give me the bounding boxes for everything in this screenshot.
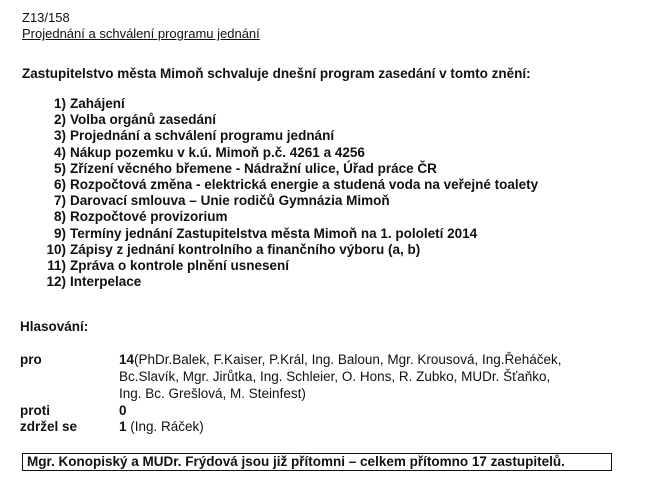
agenda-list — [22, 96, 538, 290]
agenda-item — [22, 258, 538, 274]
agenda-item-text: Projednání a schválení programu jednání — [70, 128, 335, 144]
agenda-item-number: 2) — [53, 112, 66, 128]
agenda-item-text: Interpelace — [70, 274, 142, 290]
agenda-item-text: Zápisy z jednání kontrolního a finančního výboru (a, b) — [70, 241, 421, 257]
agenda-item-number: 10) — [46, 241, 66, 257]
agenda-item-text: Darovací smlouva – Unie rodičů Gymnázia Mimoň — [70, 193, 390, 209]
agenda-item — [22, 128, 538, 144]
vote-pro-names-3: Ing. Bc. Grešlová, M. Steinfest) — [119, 386, 306, 401]
agenda-item — [22, 177, 538, 193]
attendance-notice: Mgr. Konopiský a MUDr. Frýdová jsou již přítomni – celkem přítomno 17 zastupitelů. — [22, 453, 612, 471]
agenda-item-number: 5) — [53, 160, 66, 176]
document-subject: Projednání a schválení programu jednání — [22, 26, 260, 41]
agenda-item — [22, 193, 538, 209]
agenda-item-text: Volba orgánů zasedání — [70, 112, 217, 128]
vote-pro-names-2: Bc.Slavík, Mgr. Jirůtka, Ing. Schleier, O. Hons, R. Zubko, MUDr. Šťaňko, — [119, 369, 551, 384]
resolution-intro: Zastupitelstvo města Mimoň schvaluje dnešní program zasedání v tomto znění: — [22, 66, 531, 81]
vote-zdrzel-line — [119, 419, 204, 434]
agenda-item-number: 1) — [53, 96, 66, 111]
agenda-item-number: 12) — [46, 274, 66, 290]
agenda-item — [22, 209, 538, 225]
agenda-item-text: Zpráva o kontrole plnění usnesení — [70, 257, 290, 273]
vote-pro-names-1: (PhDr.Balek, F.Kaiser, P.Král, Ing. Baloun, Mgr. Krousová, Ing.Řeháček, — [134, 352, 562, 367]
vote-pro-label: pro — [20, 352, 42, 367]
agenda-item-text: Zřízení věcného břemene - Nádražní ulice, Úřad práce ČR — [70, 160, 437, 176]
agenda-item-number: 8) — [53, 209, 66, 225]
agenda-item — [22, 145, 538, 161]
vote-zdrzel-count: 1 — [119, 419, 127, 434]
voting-heading: Hlasování: — [20, 319, 89, 334]
agenda-item-number: 3) — [53, 128, 66, 144]
vote-proti-count: 0 — [119, 403, 127, 418]
agenda-item — [22, 242, 538, 258]
vote-zdrzel-label: zdržel se — [20, 419, 78, 434]
agenda-item — [22, 274, 538, 290]
document-id: Z13/158 — [22, 10, 70, 25]
vote-pro-count: 14 — [119, 352, 135, 367]
agenda-item-number: 11) — [47, 257, 66, 273]
agenda-item-text: Rozpočtová změna - elektrická energie a studená voda na veřejné toalety — [70, 176, 539, 192]
agenda-item-text: Zahájení — [70, 96, 125, 111]
agenda-item — [22, 161, 538, 177]
agenda-item-text: Termíny jednání Zastupitelstva města Mimoň na 1. pololetí 2014 — [70, 225, 478, 241]
agenda-item — [22, 96, 538, 112]
agenda-item-text: Nákup pozemku v k.ú. Mimoň p.č. 4261 a 4256 — [70, 144, 365, 160]
agenda-item-number: 4) — [53, 144, 66, 160]
vote-zdrzel-names: (Ing. Ráček) — [130, 419, 204, 434]
agenda-item-number: 9) — [53, 225, 66, 241]
agenda-item — [22, 226, 538, 242]
agenda-item-number: 6) — [53, 176, 66, 192]
agenda-item-number: 7) — [53, 193, 66, 209]
agenda-item-text: Rozpočtové provizorium — [70, 209, 228, 225]
vote-proti-label: proti — [20, 403, 50, 418]
agenda-item — [22, 112, 538, 128]
vote-pro-line1 — [119, 352, 562, 367]
